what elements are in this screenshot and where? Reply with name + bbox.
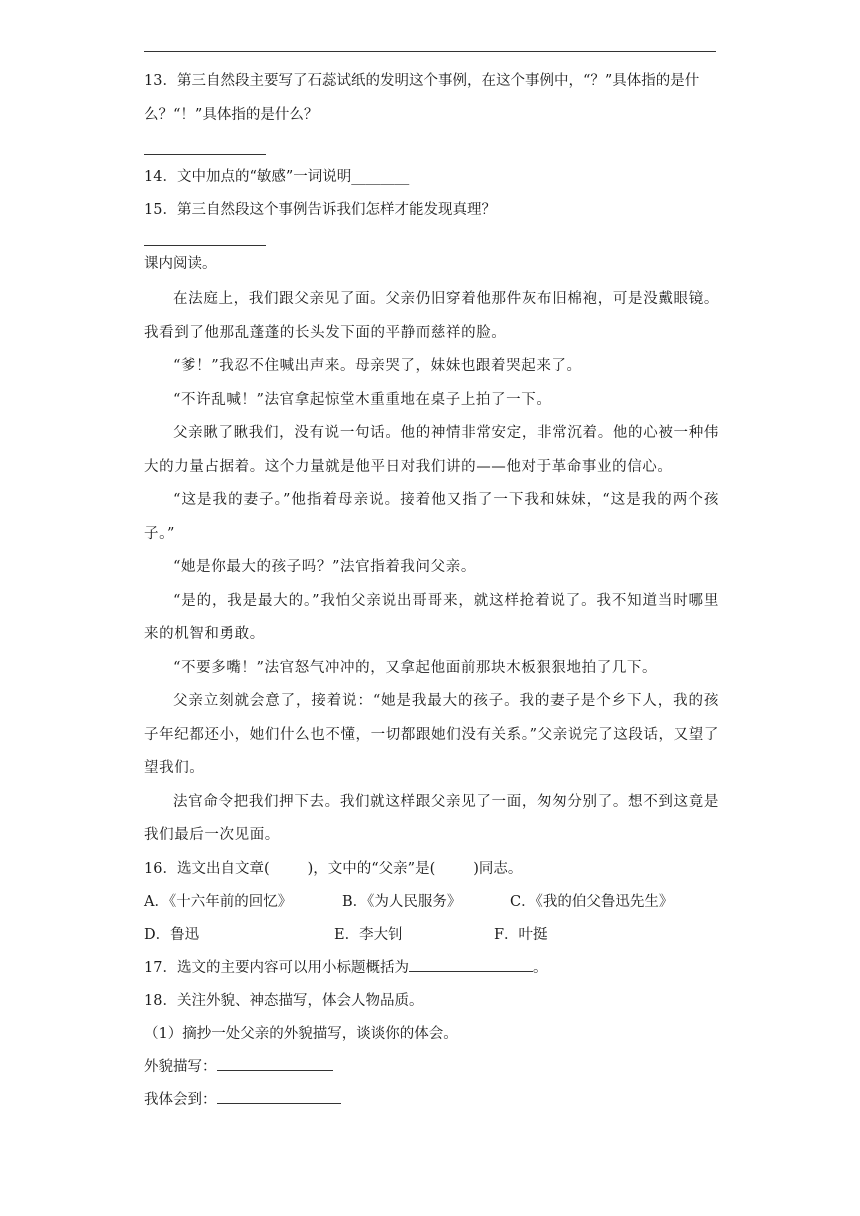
question-16: [144, 853, 719, 886]
passage-paragraph: “不要多嘴！”法官怒气冲冲的，又拿起他面前那块木板狠狠地拍了几下。: [173, 659, 658, 676]
passage-paragraph: 法官命令把我们押下去。我们就这样跟父亲见了一面，匆匆分别了。想不到这竟是我们最后一次见面。: [144, 793, 719, 843]
option-b[interactable]: B．《为人民服务》: [342, 893, 462, 910]
question-13-line2: 么？“！”具体指的是什么？: [144, 107, 319, 123]
option-f[interactable]: F．叶挺: [494, 926, 548, 943]
passage-paragraph: “不许乱喊！”法官拿起惊堂木重重地在桌子上拍了一下。: [173, 391, 552, 408]
question-16-prefix: 16．选文出自文章(: [144, 860, 270, 877]
passage-paragraph: “她是你最大的孩子吗？”法官指着我问父亲。: [173, 559, 476, 575]
option-e[interactable]: E．李大钊: [334, 926, 403, 943]
question-17-suffix: 。: [532, 959, 548, 976]
options-row-1: [144, 886, 719, 919]
passage-paragraph: “爹！”我忍不住喊出声来。母亲哭了，妹妹也跟着哭起来了。: [173, 358, 582, 374]
question-17-prefix: 17．选文的主要内容可以用小标题概括为: [144, 959, 409, 976]
passage-paragraph: 父亲瞅了瞅我们，没有说一句话。他的神情非常安定，非常沉着。他的心被一种伟大的力量占据着。这个力量就是他平日对我们讲的——他对于革命事业的信心。: [144, 425, 719, 475]
question-17: [144, 952, 719, 985]
question-13-line1: 13．第三自然段主要写了石蕊试纸的发明这个事例，在这个事例中，“？”具体指的是什: [144, 73, 700, 89]
question-18-sub1: （1）摘抄一处父亲的外貌描写，谈谈你的体会。: [144, 1025, 458, 1042]
option-a[interactable]: A．《十六年前的回忆》: [144, 893, 293, 910]
appearance-answer-line[interactable]: [217, 1054, 333, 1071]
answer-blank-17[interactable]: [409, 955, 533, 972]
options-row-2: [144, 919, 719, 952]
answer-line-15[interactable]: [144, 245, 266, 246]
passage-paragraph: “是的，我是最大的。”我怕父亲说出哥哥来，就这样抢着说了。我不知道当时哪里来的机智和勇敢。: [144, 592, 719, 642]
appearance-row: [144, 1051, 719, 1084]
question-13: [144, 64, 719, 132]
question-14: 14．文中加点的“敏感”一词说明________: [144, 169, 410, 185]
worksheet-page: [144, 64, 719, 1117]
feeling-row: [144, 1084, 719, 1117]
option-d[interactable]: D．鲁迅: [144, 926, 200, 943]
appearance-label: 外貌描写：: [144, 1058, 217, 1075]
passage-paragraph: “这是我的妻子。”他指着母亲说。接着他又指了一下我和妹妹，“这是我的两个孩子。”: [144, 492, 719, 542]
feeling-answer-line[interactable]: [217, 1087, 341, 1104]
question-16-middle: )，文中的“父亲”是(: [307, 860, 436, 877]
passage-paragraph: 在法庭上，我们跟父亲见了面。父亲仍旧穿着他那件灰布旧棉袍，可是没戴眼镜。我看到了他那乱蓬蓬的长头发下面的平静而慈祥的脸。: [144, 291, 719, 341]
question-18: 18．关注外貌、神态描写，体会人物品质。: [144, 992, 424, 1009]
reading-passage: [144, 283, 719, 853]
passage-paragraph: 父亲立刻就会意了，接着说：“她是我最大的孩子。我的妻子是个乡下人，我的孩子年纪都还小，她们什么也不懂，一切都跟她们没有关系。”父亲说完了这段话，又望了望我们。: [144, 693, 719, 776]
question-15: 15．第三自然段这个事例告诉我们怎样才能发现真理？: [144, 202, 496, 218]
section-title: 课内阅读。: [144, 256, 217, 272]
option-c[interactable]: C．《我的伯父鲁迅先生》: [510, 893, 674, 910]
header-rule: [144, 51, 716, 52]
feeling-label: 我体会到：: [144, 1091, 217, 1108]
question-16-suffix: )同志。: [473, 860, 523, 877]
